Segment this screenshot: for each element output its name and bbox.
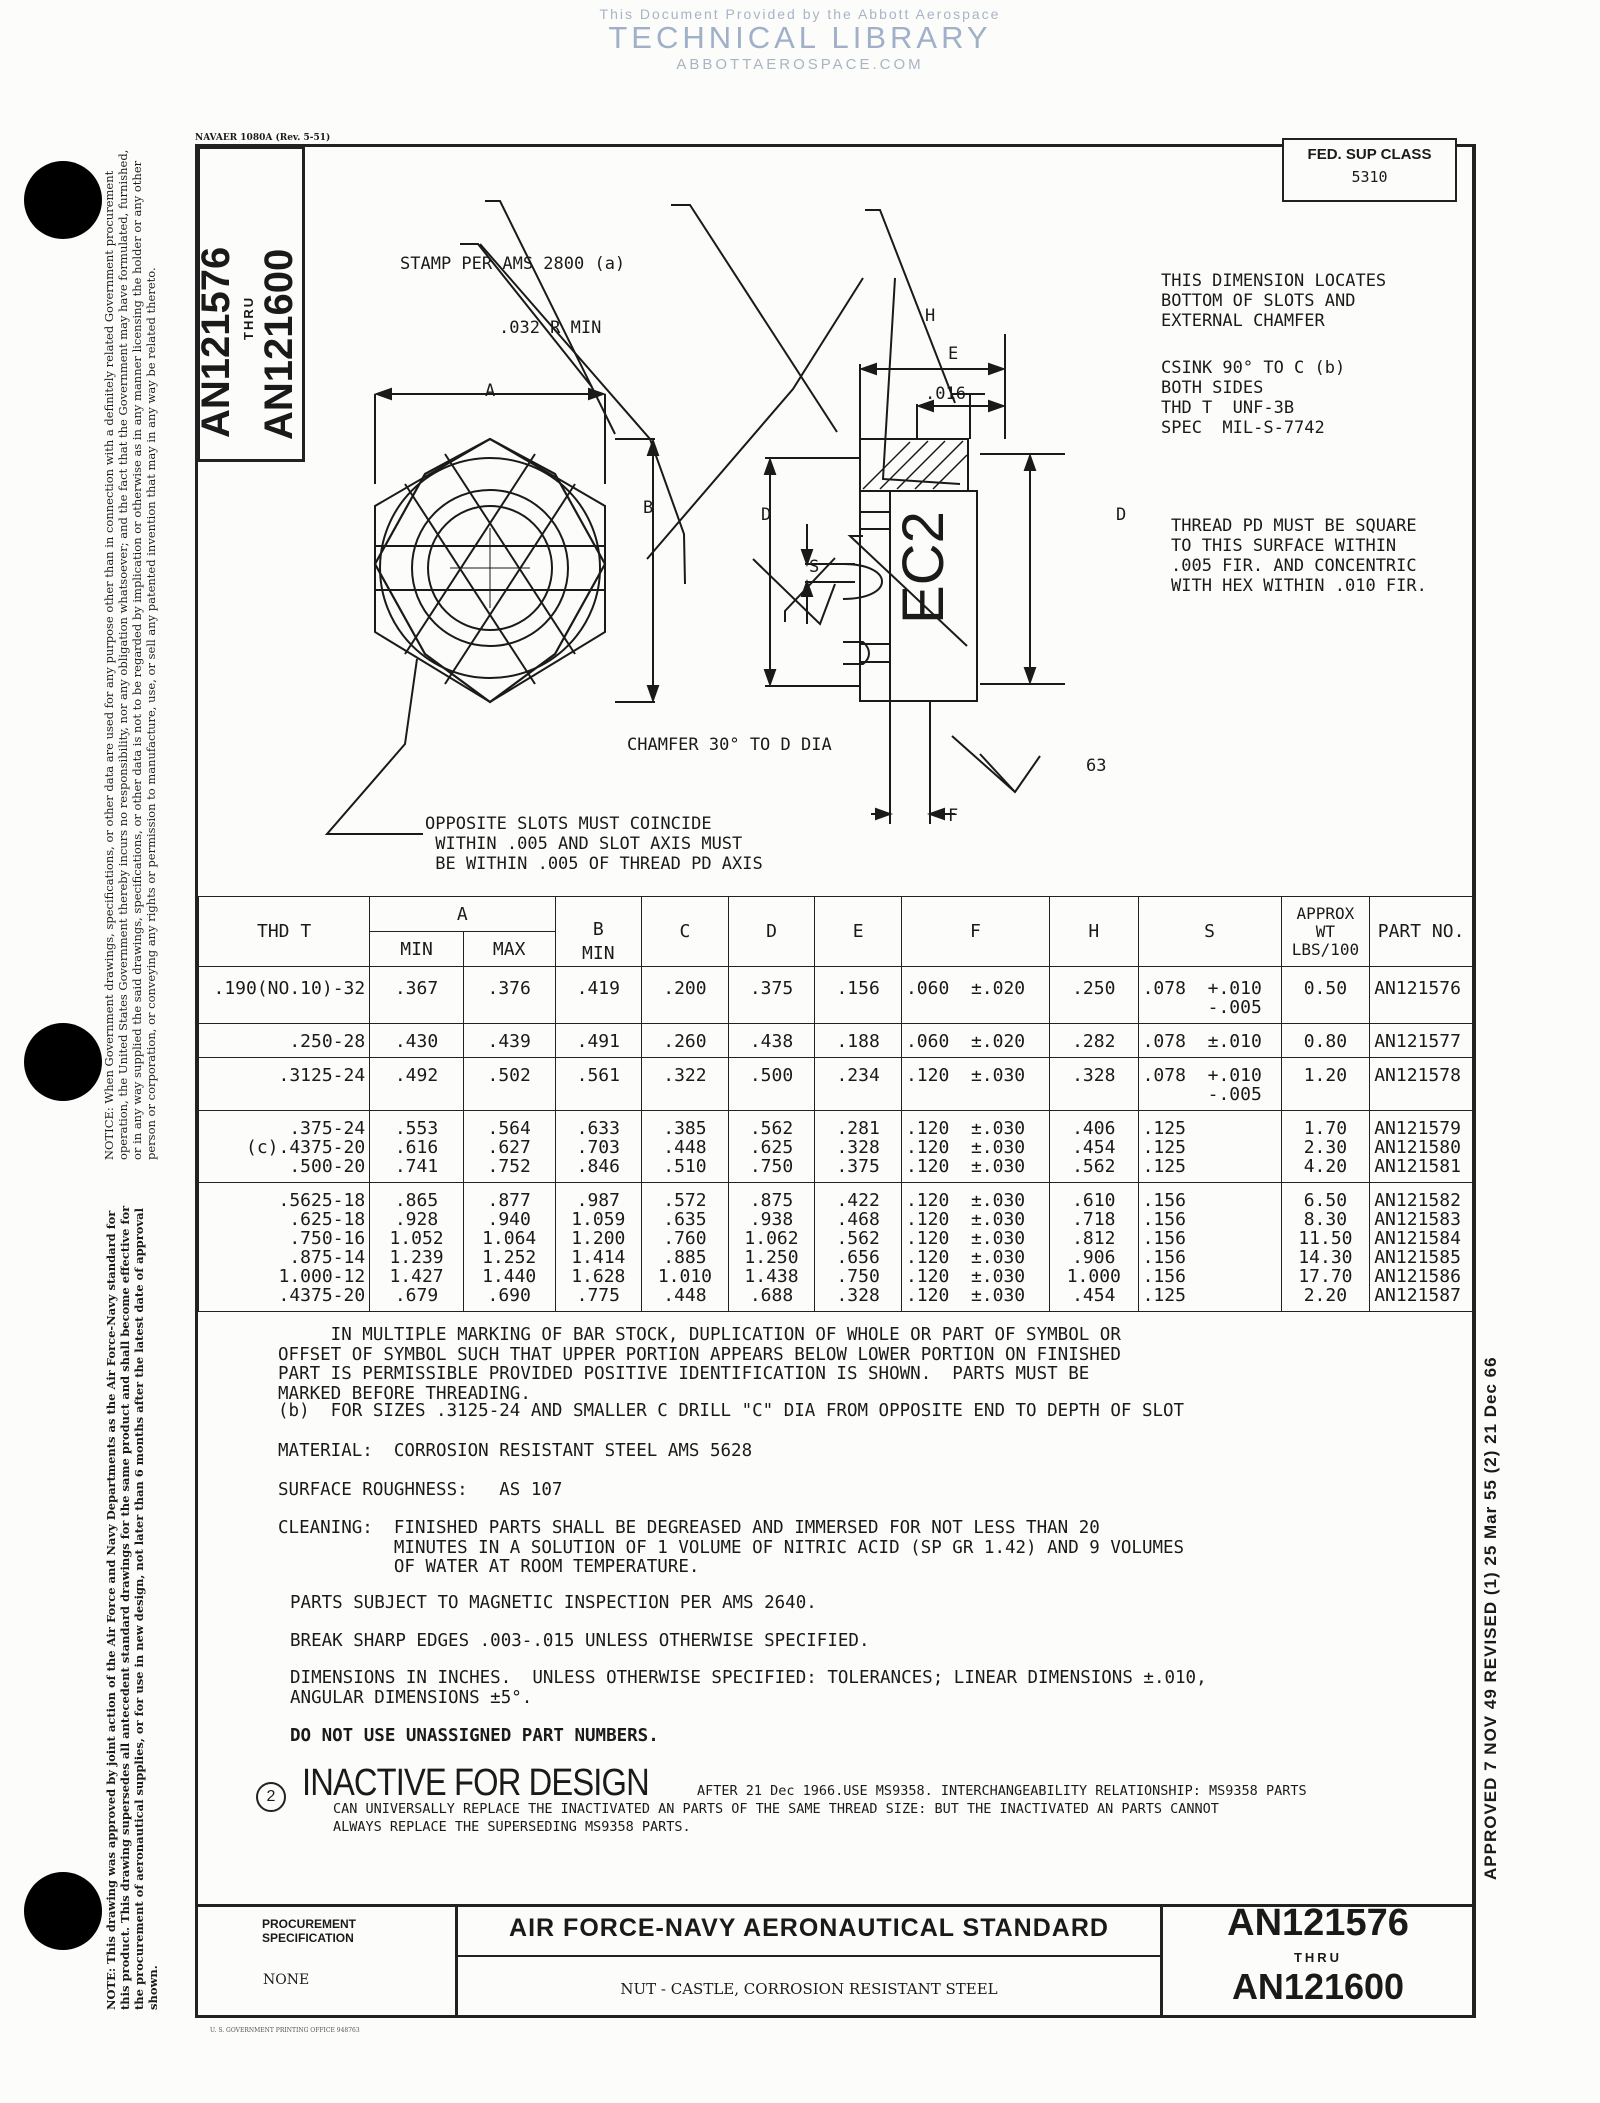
cell-amax <box>463 1058 555 1111</box>
cell-value: AN121582 <box>1374 1190 1461 1211</box>
cell-value: .385 <box>663 1118 707 1139</box>
label-dim-b: B <box>643 498 654 518</box>
form-id: NAVAER 1080A (Rev. 5-51) <box>195 133 331 143</box>
cell-value: .120 ±.030 <box>905 1228 1026 1249</box>
cell-value: 1.20 <box>1303 1065 1348 1086</box>
cell-value: .938 <box>749 1209 794 1230</box>
cell-h <box>1049 1058 1138 1111</box>
cell-value: .375-24 <box>289 1118 366 1139</box>
cell-value: .812 <box>1072 1228 1116 1249</box>
cell-value: 1.010 <box>657 1266 712 1287</box>
cell-thd <box>199 1183 370 1312</box>
cell-amax <box>463 967 555 1024</box>
cell-value: 1.440 <box>482 1266 537 1287</box>
cell-b <box>555 1024 642 1058</box>
punch-hole-top <box>24 161 102 239</box>
cell-value: .120 ±.030 <box>905 1266 1026 1287</box>
cell-value: .078 ±.010 <box>1142 1031 1262 1052</box>
cell-value: .448 <box>663 1137 707 1158</box>
part-range-to: AN121600 <box>257 248 301 440</box>
cell-value: 2.20 <box>1303 1285 1348 1306</box>
cell-value: .500 <box>749 1065 794 1086</box>
label-roughness: 63 <box>1086 756 1107 776</box>
header-b: B MIN <box>555 897 642 967</box>
cell-c <box>642 967 729 1024</box>
cell-value: 1.059 <box>571 1209 626 1230</box>
cell-value: 1.200 <box>571 1228 626 1249</box>
cell-amin <box>370 1111 464 1183</box>
header-part-no: PART NO. <box>1370 897 1473 967</box>
table-row <box>199 967 1473 1024</box>
header-d: D <box>728 897 815 967</box>
header-c: C <box>642 897 729 967</box>
cell-value: .328 <box>836 1137 880 1158</box>
cell-value: .561 <box>576 1065 620 1086</box>
cell-value: .282 <box>1072 1031 1116 1052</box>
cell-value: .328 <box>836 1285 880 1306</box>
cell-value: .156 <box>1142 1190 1186 1211</box>
cell-value: .120 ±.030 <box>905 1190 1026 1211</box>
cell-value: .125 <box>1142 1137 1186 1158</box>
cell-d <box>728 1024 815 1058</box>
note-edges: BREAK SHARP EDGES .003-.015 UNLESS OTHERWISE SPECIFIED. <box>290 1631 870 1651</box>
cell-c <box>642 1183 729 1312</box>
cell-value: 1.70 <box>1303 1118 1348 1139</box>
label-dim-f: F <box>948 806 959 826</box>
cell-value: .760 <box>663 1228 707 1249</box>
cell-amin <box>370 967 464 1024</box>
label-dim-s: S <box>809 557 820 577</box>
cell-value: .439 <box>487 1031 531 1052</box>
cell-value: .491 <box>576 1031 620 1052</box>
cell-thd <box>199 1111 370 1183</box>
cell-value: .679 <box>394 1285 439 1306</box>
header-a: A <box>370 897 555 932</box>
cell-value: AN121581 <box>1374 1156 1461 1177</box>
cell-e <box>815 967 902 1024</box>
label-dim-d-right: D <box>1116 505 1127 525</box>
cell-value: .3125-24 <box>278 1065 366 1086</box>
cell-wt <box>1281 967 1370 1024</box>
cell-value: .281 <box>836 1118 880 1139</box>
cell-value: 8.30 <box>1303 1209 1348 1230</box>
cell-value: .120 ±.030 <box>905 1285 1026 1306</box>
cell-value: .987 <box>576 1190 620 1211</box>
watermark-title: TECHNICAL LIBRARY <box>608 20 992 55</box>
cell-d <box>728 1111 815 1183</box>
table-row <box>199 1111 1473 1183</box>
cell-value: .885 <box>663 1247 707 1268</box>
note-unassigned: DO NOT USE UNASSIGNED PART NUMBERS. <box>290 1726 659 1746</box>
svg-text:EC2: EC2 <box>891 511 956 624</box>
procurement-value: NONE <box>263 1972 310 1988</box>
note-dimensions: DIMENSIONS IN INCHES. UNLESS OTHERWISE SPECIFIED: TOLERANCES; LINEAR DIMENSIONS ±.010, ANGULAR DIMENSIONS ±5°. <box>290 1668 1207 1708</box>
cell-value: 2.30 <box>1303 1137 1348 1158</box>
cell-value: 1.062 <box>744 1228 799 1249</box>
cell-value: .430 <box>394 1031 439 1052</box>
cell-value: .562 <box>1072 1156 1116 1177</box>
cell-value: .328 <box>1072 1065 1116 1086</box>
cell-value: 0.50 <box>1303 978 1348 999</box>
cell-value: 1.052 <box>389 1228 444 1249</box>
cell-value: .750 <box>749 1156 794 1177</box>
title-part-to: AN121600 <box>1231 1966 1405 2007</box>
cell-value: 1.427 <box>389 1266 444 1287</box>
cell-wt <box>1281 1058 1370 1111</box>
cell-value: .502 <box>487 1065 531 1086</box>
cell-value: .120 ±.030 <box>905 1156 1026 1177</box>
cell-value: .846 <box>576 1156 620 1177</box>
fed-sup-class-value: 5310 <box>1351 168 1388 186</box>
header-h: H <box>1049 897 1138 967</box>
cell-b <box>555 1058 642 1111</box>
cell-value: .752 <box>487 1156 531 1177</box>
cell-value: .4375-20 <box>278 1285 366 1306</box>
note-magnetic: PARTS SUBJECT TO MAGNETIC INSPECTION PER AMS 2640. <box>290 1593 817 1613</box>
cell-s <box>1138 967 1281 1024</box>
cell-value: .188 <box>836 1031 880 1052</box>
cell-value: AN121584 <box>1374 1228 1461 1249</box>
cell-value: 1.250 <box>744 1247 799 1268</box>
cell-b <box>555 1183 642 1312</box>
cell-value: .375 <box>749 978 794 999</box>
cell-value: .156 <box>1142 1247 1186 1268</box>
cell-value: .438 <box>749 1031 794 1052</box>
label-thread-pd: THREAD PD MUST BE SQUARE TO THIS SURFACE WITHIN .005 FIR. AND CONCENTRIC WITH HEX WITHIN .010 FIR. <box>1171 516 1427 596</box>
label-dim-d-left: D <box>761 505 772 525</box>
title-part-thru: THRU <box>1293 1950 1343 1965</box>
cell-f <box>901 1111 1049 1183</box>
cell-value: 1.000-12 <box>278 1266 366 1287</box>
government-notice: NOTICE: When Government drawings, specifications, or other data are used for any purpose other than in connection with a definitely related Government procurement operation, the United States Government thereby incurs no responsibility, nor any obligation whatsoever; and the fact that the Government may have formulated, furnished, or in any way supplied the said drawings, specifications, or other data is not to be regarded by implication or otherwise as in any manner licensing the holder or any other person or corporation, or conveying any rights or permission to manufacture, use, or sell any patented invention that may in any way be related thereto. <box>102 149 158 1160</box>
cell-value: 14.30 <box>1298 1247 1353 1268</box>
header-a-min: MIN <box>370 932 464 967</box>
cell-value: .125 <box>1142 1156 1186 1177</box>
cell-value: .125 <box>1142 1285 1186 1306</box>
cell-amax <box>463 1183 555 1312</box>
cell-value: .741 <box>394 1156 439 1177</box>
cell-value: .562 <box>749 1118 794 1139</box>
cell-value: .322 <box>663 1065 707 1086</box>
cell-value: .200 <box>663 978 707 999</box>
cell-value: .190(NO.10)-32 <box>213 978 366 999</box>
label-dim-a: A <box>485 381 496 401</box>
inactive-title: INACTIVE FOR DESIGN <box>302 1762 649 1804</box>
label-dimension-locates: THIS DIMENSION LOCATES BOTTOM OF SLOTS AND EXTERNAL CHAMFER <box>1161 271 1387 331</box>
cell-value: .627 <box>487 1137 531 1158</box>
note-roughness: SURFACE ROUGHNESS: AS 107 <box>278 1480 563 1500</box>
cell-value: 17.70 <box>1298 1266 1353 1287</box>
cell-c <box>642 1058 729 1111</box>
cell-value: .078 +.010 -.005 <box>1142 978 1262 1018</box>
cell-value: .562 <box>836 1228 880 1249</box>
label-dim-016: .016 <box>925 384 966 404</box>
cell-value: .376 <box>487 978 531 999</box>
cell-f <box>901 1058 1049 1111</box>
cell-part <box>1370 1058 1473 1111</box>
cell-value: .625 <box>749 1137 794 1158</box>
header-e: E <box>815 897 902 967</box>
label-chamfer: CHAMFER 30° TO D DIA <box>627 735 832 755</box>
cell-value: .656 <box>836 1247 880 1268</box>
procurement-label: PROCUREMENT SPECIFICATION <box>262 1917 357 1945</box>
cell-value: .688 <box>749 1285 794 1306</box>
cell-amin <box>370 1183 464 1312</box>
cell-value: AN121583 <box>1374 1209 1461 1230</box>
cell-value: AN121580 <box>1374 1137 1461 1158</box>
cell-f <box>901 967 1049 1024</box>
cell-wt <box>1281 1183 1370 1312</box>
table-row <box>199 1024 1473 1058</box>
header-thd: THD T <box>199 897 370 967</box>
cell-value: .156 <box>1142 1228 1186 1249</box>
cell-amin <box>370 1058 464 1111</box>
part-range-from: AN121576 <box>194 246 238 438</box>
cell-value: .156 <box>1142 1266 1186 1287</box>
cell-value: .510 <box>663 1156 707 1177</box>
cell-value: AN121586 <box>1374 1266 1461 1287</box>
cell-value: .635 <box>663 1209 707 1230</box>
cell-part <box>1370 1183 1473 1312</box>
cell-c <box>642 1024 729 1058</box>
cell-value: .775 <box>576 1285 620 1306</box>
cell-h <box>1049 1183 1138 1312</box>
cell-d <box>728 1058 815 1111</box>
note-material: MATERIAL: CORROSION RESISTANT STEEL AMS 5628 <box>278 1441 753 1461</box>
cell-value: .865 <box>394 1190 439 1211</box>
note-cleaning: CLEANING: FINISHED PARTS SHALL BE DEGREASED AND IMMERSED FOR NOT LESS THAN 20 MINUTES IN A SOLUTION OF 1 VOLUME OF NITRIC ACID (SP GR 1.42) AND 9 VOLUMES OF WATER AT ROOM TEMPERATURE. <box>278 1518 1185 1577</box>
punch-hole-bottom <box>24 1872 102 1950</box>
cell-s <box>1138 1058 1281 1111</box>
label-slots-note: OPPOSITE SLOTS MUST COINCIDE WITHIN .005 AND SLOT AXIS MUST BE WITHIN .005 OF THREAD PD AXIS <box>425 814 763 874</box>
cell-value: .940 <box>487 1209 531 1230</box>
inactive-marker: 2 <box>256 1782 286 1812</box>
cell-value: .875-14 <box>289 1247 366 1268</box>
cell-value: .156 <box>1142 1209 1186 1230</box>
cell-h <box>1049 967 1138 1024</box>
cell-value: .156 <box>836 978 880 999</box>
cell-value: 1.239 <box>389 1247 444 1268</box>
cell-value: .367 <box>394 978 439 999</box>
cell-value: .468 <box>836 1209 880 1230</box>
cell-part <box>1370 1111 1473 1183</box>
cell-value: .690 <box>487 1285 531 1306</box>
cell-b <box>555 967 642 1024</box>
cell-value: .060 ±.020 <box>905 978 1026 999</box>
cell-b <box>555 1111 642 1183</box>
label-dim-h: H <box>925 306 936 326</box>
cell-value: AN121578 <box>1374 1065 1461 1086</box>
cell-value: 11.50 <box>1298 1228 1353 1249</box>
cell-value: .060 ±.020 <box>905 1031 1026 1052</box>
cell-value: .120 ±.030 <box>905 1209 1026 1230</box>
cell-part <box>1370 967 1473 1024</box>
cell-value: .553 <box>394 1118 439 1139</box>
cell-value: .906 <box>1072 1247 1116 1268</box>
cell-value: .5625-18 <box>278 1190 366 1211</box>
label-radius: .032 R MIN <box>499 318 602 338</box>
cell-e <box>815 1024 902 1058</box>
note-marking: IN MULTIPLE MARKING OF BAR STOCK, DUPLICATION OF WHOLE OR PART OF SYMBOL OR OFFSET OF SYMBOL SUCH THAT UPPER PORTION APPEARS BELOW LOWER PORTION ON FINISHED PART IS PERMISSIBLE PROVIDED POSITIVE IDENTIFICATION IS SHOWN. PARTS MUST BE MARKED BEFORE THREADING. <box>278 1325 1121 1404</box>
cell-value: .564 <box>487 1118 531 1139</box>
cell-value: .078 +.010 -.005 <box>1142 1065 1262 1105</box>
cell-e <box>815 1058 902 1111</box>
table-row <box>199 1183 1473 1312</box>
cell-thd <box>199 967 370 1024</box>
cell-value: .633 <box>576 1118 620 1139</box>
cell-e <box>815 1111 902 1183</box>
cell-value: 1.064 <box>482 1228 537 1249</box>
item-title: NUT - CASTLE, CORROSION RESISTANT STEEL <box>620 1980 998 1998</box>
cell-s <box>1138 1111 1281 1183</box>
cell-value: (c).4375-20 <box>245 1137 366 1158</box>
table-row <box>199 1058 1473 1111</box>
header-f: F <box>901 897 1049 967</box>
watermark-url: ABBOTTAEROSPACE.COM <box>676 56 924 73</box>
cell-value: .454 <box>1072 1285 1116 1306</box>
cell-value: .750 <box>836 1266 880 1287</box>
cell-value: .125 <box>1142 1118 1186 1139</box>
inactive-text: AFTER 21 Dec 1966.USE MS9358. INTERCHANGEABILITY RELATIONSHIP: MS9358 PARTS CAN UNIVERSALLY REPLACE THE INACTIVATED AN PARTS OF THE SAME THREAD SIZE: BUT THE INACTIVATED AN PARTS CANNOT ALWAYS REPLACE THE SUPERSEDING MS9358 PARTS. <box>333 1783 1307 1835</box>
part-range-thru: THRU <box>241 295 256 340</box>
cell-value: .928 <box>394 1209 439 1230</box>
cell-value: .500-20 <box>289 1156 366 1177</box>
cell-value: .120 ±.030 <box>905 1137 1026 1158</box>
cell-h <box>1049 1024 1138 1058</box>
watermark-provider: This Document Provided by the Abbott Aerospace <box>599 6 1001 22</box>
cell-s <box>1138 1024 1281 1058</box>
cell-c <box>642 1111 729 1183</box>
cell-value: .422 <box>836 1190 880 1211</box>
cell-value: 1.628 <box>571 1266 626 1287</box>
cell-value: .492 <box>394 1065 439 1086</box>
cell-value: .448 <box>663 1285 707 1306</box>
note-b: (b) FOR SIZES .3125-24 AND SMALLER C DRILL "C" DIA FROM OPPOSITE END TO DEPTH OF SLOT <box>278 1401 1185 1421</box>
cell-value: .120 ±.030 <box>905 1065 1026 1086</box>
cell-value: .419 <box>576 978 620 999</box>
cell-value: .454 <box>1072 1137 1116 1158</box>
cell-value: .625-18 <box>289 1209 366 1230</box>
cell-h <box>1049 1111 1138 1183</box>
cell-thd <box>199 1024 370 1058</box>
cell-value: 0.80 <box>1303 1031 1348 1052</box>
cell-value: .406 <box>1072 1118 1116 1139</box>
header-s: S <box>1138 897 1281 967</box>
cell-e <box>815 1183 902 1312</box>
cell-value: AN121577 <box>1374 1031 1461 1052</box>
cell-value: .375 <box>836 1156 880 1177</box>
cell-value: 1.438 <box>744 1266 799 1287</box>
cell-value: AN121576 <box>1374 978 1461 999</box>
cell-value: .610 <box>1072 1190 1116 1211</box>
cell-value: 1.000 <box>1066 1266 1121 1287</box>
dimension-table <box>198 896 1473 1312</box>
header-a-max: MAX <box>463 932 555 967</box>
label-csink: CSINK 90° TO C (b) BOTH SIDES THD T UNF-3B SPEC MIL-S-7742 <box>1161 358 1346 438</box>
cell-value: .616 <box>394 1137 439 1158</box>
standard-title: AIR FORCE-NAVY AERONAUTICAL STANDARD <box>509 1914 1109 1942</box>
label-stamp: STAMP PER AMS 2800 (a) <box>400 254 626 274</box>
cell-value: .260 <box>663 1031 707 1052</box>
cell-value: .250 <box>1072 978 1116 999</box>
cell-value: 1.252 <box>482 1247 537 1268</box>
cell-value: AN121587 <box>1374 1285 1461 1306</box>
cell-s <box>1138 1183 1281 1312</box>
cell-value: .250-28 <box>289 1031 366 1052</box>
cell-f <box>901 1024 1049 1058</box>
cell-amax <box>463 1024 555 1058</box>
cell-amin <box>370 1024 464 1058</box>
cell-wt <box>1281 1024 1370 1058</box>
cell-value: .877 <box>487 1190 531 1211</box>
cell-wt <box>1281 1111 1370 1183</box>
printing-office: U. S. GOVERNMENT PRINTING OFFICE 948763 <box>210 2027 360 2034</box>
title-part-from: AN121576 <box>1227 1902 1409 1944</box>
cell-part <box>1370 1024 1473 1058</box>
cell-d <box>728 967 815 1024</box>
cell-value: .120 ±.030 <box>905 1118 1026 1139</box>
cell-value: .750-16 <box>289 1228 366 1249</box>
cell-value: 4.20 <box>1303 1156 1348 1177</box>
cell-value: .572 <box>663 1190 707 1211</box>
cell-value: .875 <box>749 1190 794 1211</box>
cell-value: AN121585 <box>1374 1247 1461 1268</box>
cell-value: .234 <box>836 1065 880 1086</box>
cell-d <box>728 1183 815 1312</box>
cell-value: .120 ±.030 <box>905 1247 1026 1268</box>
cell-value: .718 <box>1072 1209 1116 1230</box>
cell-value: 6.50 <box>1303 1190 1348 1211</box>
cell-value: AN121579 <box>1374 1118 1461 1139</box>
approval-note: NOTE: This drawing was approved by joint action of the Air Force and Navy Departments as the Air Force-Navy standard for this product. This drawing supersedes all antecedent standard drawings for the same product and shall become effective for the procurement of aeronautical supplies, or for use in new design, not later than 6 months after the latest date of approval shown. <box>104 1205 160 2010</box>
cell-amax <box>463 1111 555 1183</box>
revision-strip: APPROVED 7 NOV 49 REVISED (1) 25 Mar 55 (2) 21 Dec 66 <box>1481 1356 1500 1880</box>
fed-sup-class-label: FED. SUP CLASS <box>1307 146 1432 163</box>
cell-f <box>901 1183 1049 1312</box>
header-weight: APPROX WT LBS/100 <box>1281 897 1370 967</box>
label-dim-e: E <box>948 344 959 364</box>
punch-hole-middle <box>24 1023 102 1101</box>
cell-value: 1.414 <box>571 1247 626 1268</box>
cell-value: .703 <box>576 1137 620 1158</box>
cell-thd <box>199 1058 370 1111</box>
